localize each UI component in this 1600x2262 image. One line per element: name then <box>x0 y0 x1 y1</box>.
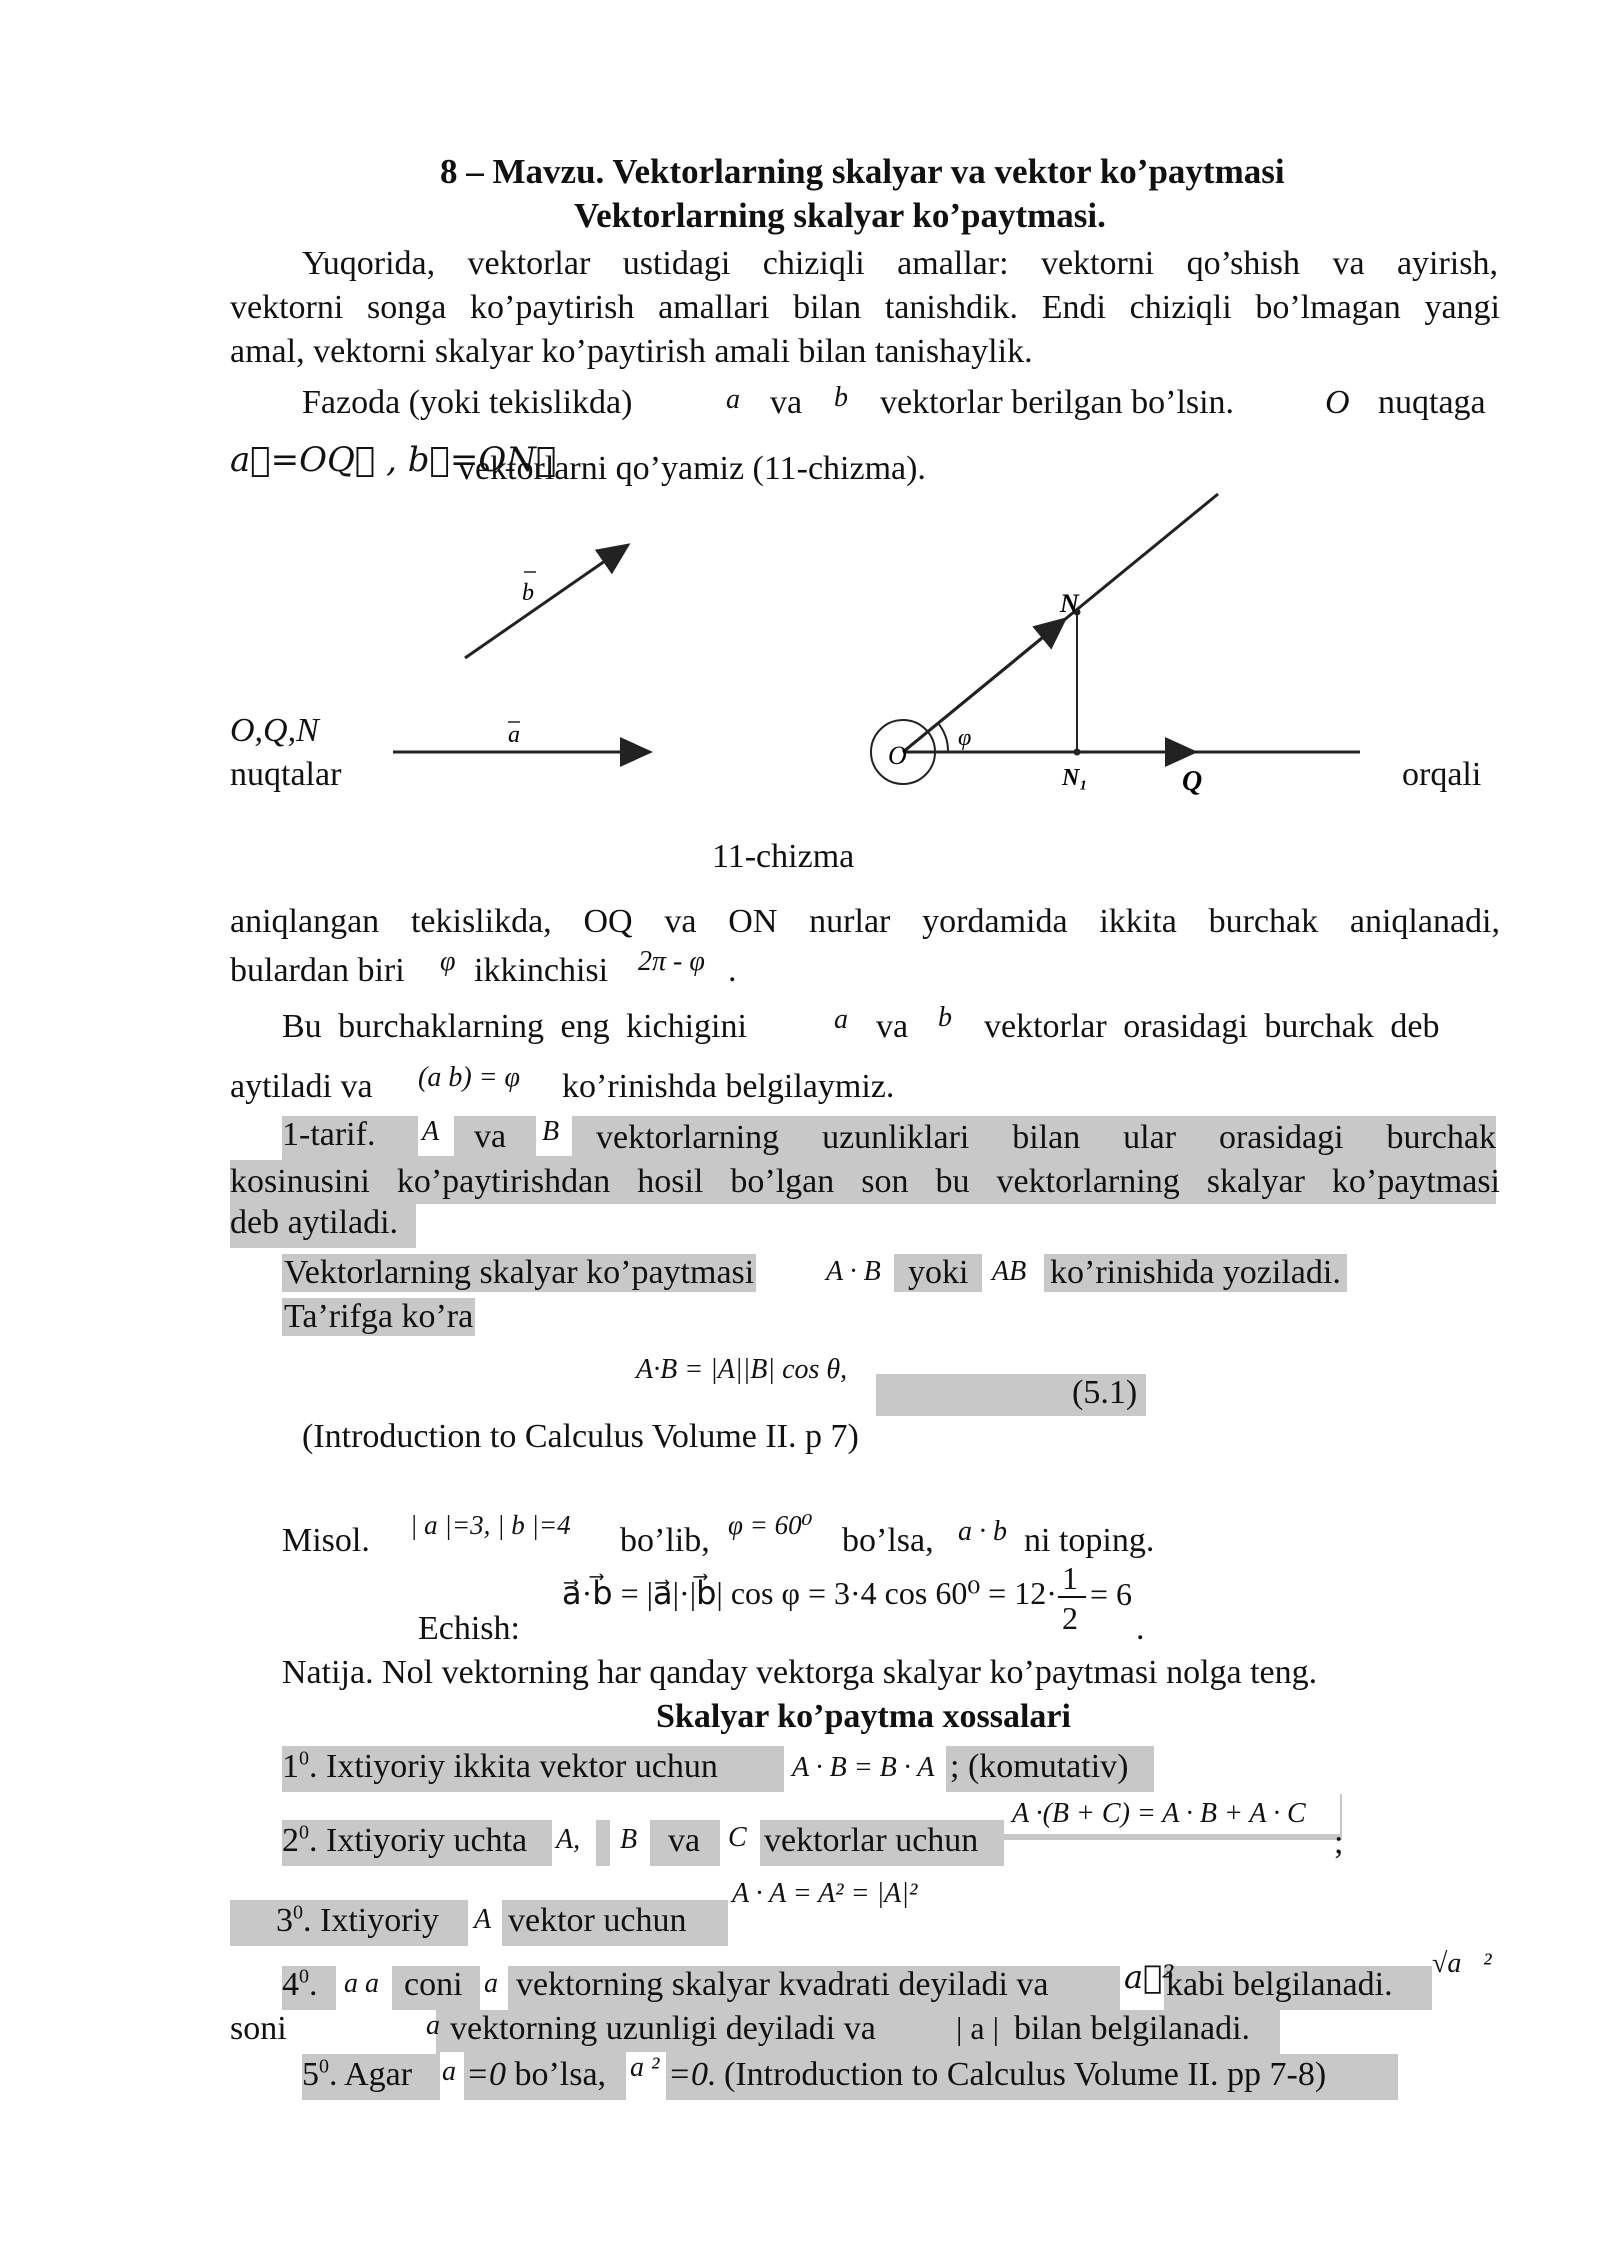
p4-text-a: Bu burchaklarning eng kichigini <box>282 1008 747 1045</box>
prop5-var-a: a <box>442 2056 456 2087</box>
p2-point-O: O <box>1325 384 1350 421</box>
page-subtitle: Vektorlarning skalyar ko’paytmasi. <box>574 196 1106 235</box>
prop3-formula: A · A = A² = |A|² <box>732 1878 918 1909</box>
def1-va: va <box>474 1118 507 1155</box>
point-Q-label: Q <box>1182 766 1203 797</box>
example-text-3: ni toping. <box>1024 1522 1155 1559</box>
prop4-var-a: a <box>484 1968 498 1999</box>
prop4-a-squared: a⃗² <box>1124 1958 1176 1996</box>
solution-frac-den: 2 <box>1062 1600 1078 1636</box>
angle-phi-arc <box>938 723 948 752</box>
def1-text-3: deb aytiladi. <box>230 1204 399 1241</box>
prop4-tail: kabi belgilanadi. <box>1166 1966 1393 2003</box>
p2-text-a: Fazoda (yoki tekislikda) <box>302 384 633 421</box>
p2-text-b: vektorlar berilgan bo’lsin. <box>880 384 1235 421</box>
prop5-text: $5^0$. Agar <box>302 2055 413 2093</box>
p4-line-2b: ko’rinishda belgilaymiz. <box>562 1068 895 1105</box>
solution-dot: . <box>1136 1610 1145 1647</box>
prop5-cond: =0 bo’lsa, <box>466 2056 607 2093</box>
solution-frac-bar <box>1058 1596 1086 1598</box>
point-N1-label: N₁ <box>1062 765 1088 791</box>
notation-formula-1: A · B <box>826 1256 881 1287</box>
def1-text-2: kosinusini ko’paytirishdan hosil bo’lgan son bu vektorlarning skalyar ko’paytmasi <box>230 1163 1500 1200</box>
prop4-text: vektorning skalyar kvadrati deyiladi va <box>516 1966 1049 2003</box>
notation-formula-2: AB <box>992 1256 1027 1287</box>
prop4-line2-end: bilan belgilanadi. <box>1014 2010 1251 2047</box>
figure-left-text-2: nuqtalar <box>230 756 342 793</box>
p3-twopi: 2π - φ <box>638 946 705 977</box>
vector-a-label: a <box>508 722 520 748</box>
prop1-text: $1^0$. Ixtiyoriy ikkita vektor uchun <box>282 1747 718 1785</box>
p2-va: va <box>770 384 803 421</box>
p4-text-b: vektorlar orasidagi burchak deb <box>984 1008 1440 1045</box>
prop4-soni: soni <box>230 2010 287 2047</box>
page-title: 8 – Mavzu. Vektorlarning skalyar va vektor ko’paytmasi <box>440 152 1285 191</box>
example-conditions: | a |=3, | b |=4 <box>410 1510 571 1540</box>
vector-b-label: b <box>522 580 534 606</box>
prop5-reference: (Introduction to Calculus Volume II. pp 7-8) <box>724 2056 1327 2093</box>
prop3-var-A: A <box>474 1904 492 1935</box>
p4-formula: (a b) = φ <box>418 1062 521 1093</box>
properties-title: Skalyar ko’paytma xossalari <box>656 1698 1071 1735</box>
prop4-line2-text: vektorning uzunligi deyiladi va <box>450 2010 876 2047</box>
prop1-tail: ; (komutativ) <box>950 1748 1129 1785</box>
intro-line-3: amal, vektorni skalyar ko’paytirish amali bilan tanishaylik. <box>230 333 1033 370</box>
reference-1: (Introduction to Calculus Volume II. p 7) <box>302 1418 859 1455</box>
prop4-abs: | a | <box>956 2010 1000 2046</box>
solution-expression: a⃗·b⃗ = |a⃗|·|b⃗| cos φ = 3·4 cos 60⁰ = 12· <box>562 1575 1057 1611</box>
prop4-aa: a a <box>344 1968 379 1999</box>
prop4-sqrt: √a⃗² <box>1432 1948 1492 1979</box>
p3-line-1: aniqlangan tekislikda, OQ va ON nurlar yordamida ikkita burchak aniqlanadi, <box>230 903 1500 940</box>
p3-phi: φ <box>440 946 456 977</box>
figure-caption: 11-chizma <box>712 838 855 875</box>
prop5-result: =0. <box>668 2056 717 2093</box>
phi-label: φ <box>958 725 972 751</box>
p2-var-a: a <box>726 384 740 415</box>
intro-line-1: Yuqorida, vektorlar ustidagi chiziqli amallar: vektorni qo’shish va ayirish, <box>302 245 1498 282</box>
prop2-var-A: A, <box>556 1824 581 1855</box>
solution-result: = 6 <box>1090 1576 1133 1612</box>
prop1-formula: A · B = B · A <box>792 1752 935 1783</box>
p4-line-2a: aytiladi va <box>230 1068 373 1105</box>
point-N-label: N <box>1060 589 1079 618</box>
prop5-a-squared: a ² <box>630 2052 660 2083</box>
solution-label: Echish: <box>418 1610 520 1647</box>
prop2-semicolon: ; <box>1334 1824 1344 1861</box>
prop4-num: $4^0$. <box>282 1965 318 2003</box>
p2-formula: a⃗=OQ⃗ , b⃗=ON⃗ <box>230 440 557 480</box>
p2-nuqtaga: nuqtaga <box>1378 384 1486 421</box>
p4-var-b: b <box>938 1002 952 1033</box>
figure-right-text: orqali <box>1402 756 1482 793</box>
example-phi: φ = 60⁰ <box>728 1510 813 1540</box>
notation-text-b: ko’rinishida yoziladi. <box>1044 1254 1347 1292</box>
p2-var-b: b <box>834 382 848 413</box>
solution-frac-num: 1 <box>1062 1560 1078 1596</box>
prop2-var-C: C <box>728 1822 747 1853</box>
p4-var-a: a <box>834 1004 848 1035</box>
p3-line-2b: ikkinchisi <box>474 952 609 989</box>
prop3-tail: vektor uchun <box>508 1902 687 1939</box>
def1-label: 1-tarif. <box>282 1116 376 1153</box>
p2-rest: vektorlarni qo’yamiz (11-chizma). <box>458 450 926 487</box>
example-text-2: bo’lsa, <box>842 1522 934 1559</box>
prop4-coni: coni <box>404 1966 463 2003</box>
p3-dot: . <box>728 952 737 989</box>
point-O-label: O <box>888 741 907 770</box>
prop4-var-a-2: a <box>426 2010 440 2041</box>
vector-b-arrow <box>465 545 628 658</box>
prop2-va: va <box>668 1822 701 1859</box>
def1-var-B: B <box>542 1116 560 1147</box>
p4-va: va <box>876 1008 909 1045</box>
example-text-1: bo’lib, <box>620 1522 710 1559</box>
formula-5-1: A·B = |A||B| cos θ, <box>636 1354 848 1385</box>
prop2-tail: vektorlar uchun <box>764 1822 979 1859</box>
example-label: Misol. <box>282 1522 370 1559</box>
notation-yoki: yoki <box>894 1254 982 1292</box>
notation-text-a: Vektorlarning skalyar ko’paytmasi <box>284 1254 755 1291</box>
formula-5-1-number: (5.1) <box>1072 1374 1138 1411</box>
prop2-formula: A ·(B + C) = A · B + A · C <box>1012 1798 1306 1829</box>
figure-left-text-1: O,Q,N <box>230 712 319 749</box>
intro-line-2: vektorni songa ko’paytirish amallari bilan tanishdik. Endi chiziqli bo’lmagan yangi <box>230 289 1500 326</box>
example-ab: a · b <box>958 1516 1007 1547</box>
prop3-text: $3^0$. Ixtiyoriy <box>276 1901 439 1939</box>
result-text: Natija. Nol vektorning har qanday vektorga skalyar ko’paytmasi nolga teng. <box>282 1654 1318 1691</box>
notation-line-2: Ta’rifga ko’ra <box>284 1298 474 1335</box>
prop2-text: $2^0$. Ixtiyoriy uchta <box>282 1821 528 1859</box>
p3-line-2a: bulardan biri <box>230 952 405 989</box>
prop2-var-B: B <box>620 1824 638 1855</box>
def1-text-1: vektorlarning uzunliklari bilan ular orasidagi burchak <box>596 1119 1496 1156</box>
def1-var-A: A <box>422 1116 440 1147</box>
